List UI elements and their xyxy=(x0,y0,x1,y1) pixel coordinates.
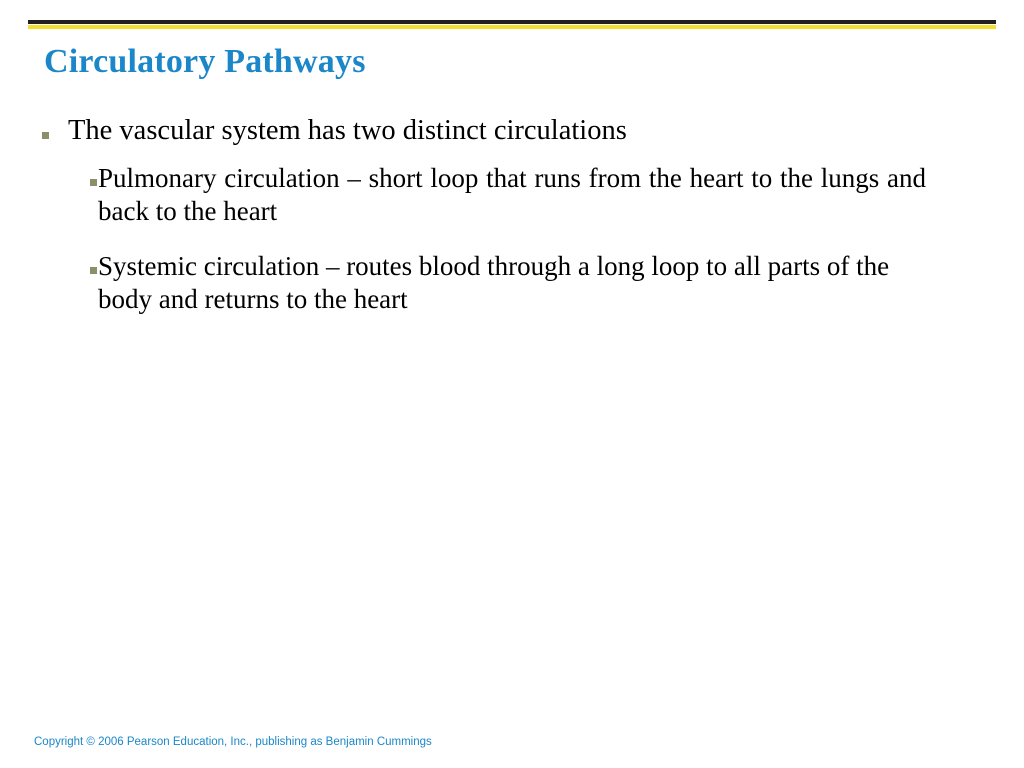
square-bullet-icon xyxy=(34,162,98,191)
header-divider-yellow-line xyxy=(28,25,996,29)
list-item xyxy=(34,250,974,316)
list-item-label: Pulmonary circulation – short loop that runs from the heart to the lungs and back to the heart xyxy=(98,163,926,226)
sub-list xyxy=(34,162,974,316)
header-divider xyxy=(28,20,996,29)
square-bullet-icon xyxy=(34,114,68,144)
header-divider-dark-line xyxy=(28,20,996,24)
page-title: Circulatory Pathways xyxy=(44,43,366,80)
list-item-label: The vascular system has two distinct circulations xyxy=(68,115,627,146)
square-bullet-icon xyxy=(34,250,98,279)
slide-body xyxy=(34,114,974,338)
list-item-label: Systemic circulation – routes blood through a long loop to all parts of the body and returns to the heart xyxy=(98,251,890,314)
list-item xyxy=(34,162,974,228)
copyright-notice: Copyright © 2006 Pearson Education, Inc., publishing as Benjamin Cummings xyxy=(34,736,432,748)
list-item xyxy=(34,114,974,148)
